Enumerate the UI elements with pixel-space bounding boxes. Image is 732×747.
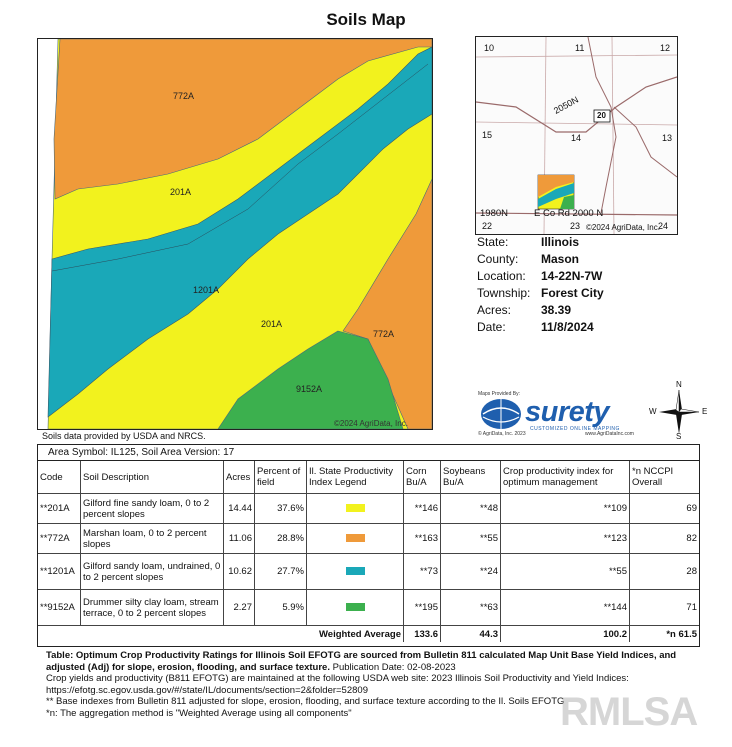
section-number: 24 [658, 221, 669, 231]
globe-icon [479, 397, 523, 431]
legend-swatch [346, 567, 365, 575]
table-header-row: Code Soil Description Acres Percent of field Il. State Productivity Index Legend Corn Bu/A Soybeans Bu/A Crop productivity index for optimum management *n NCCPI Overall [38, 461, 699, 494]
table-notes: Table: Optimum Crop Productivity Ratings for Illinois Soil EFOTG are sourced from Bulletin 811 calculated Map Unit Base Yield Indices, and adjusted (Adj) for slope, erosion, flooding, and surface texture. Publication Date: 02-08-2023 Crop yields and productivity (B811 EFOTG) are maintained at the following USDA web site: 2023 Illinois Soil Productivity and Yield Indices: https://efotg.sc.egov.usda.gov/#/state/IL/documents/section=2&folder=52809 ** Base indexes from Bulletin 811 adjusted for slope, erosion, flooding, and surface texture according to the Il. Soils EFOTG *n: The aggregation method is "Weighted Average using all components" [46, 650, 696, 719]
section-number: 15 [482, 130, 493, 140]
map-label: 201A [170, 187, 192, 197]
efotg-link[interactable]: https://efotg.sc.egov.usda.gov/#/state/IL/documents/section=2&folder=52809 [46, 684, 368, 696]
info-row: Location: 14-22N-7W [477, 269, 603, 283]
legend-swatch [346, 534, 365, 542]
info-row: State: Illinois [477, 235, 580, 249]
info-row: Township: Forest City [477, 286, 604, 300]
map-label: 772A [173, 91, 195, 101]
soils-map [37, 38, 433, 430]
legend-swatch [346, 603, 365, 611]
weighted-average-row: Weighted Average 133.6 44.3 100.2 *n 61.5 [38, 626, 699, 643]
info-row: Acres: 38.39 [477, 303, 572, 317]
property-info [477, 234, 604, 336]
soil-polygons [38, 39, 432, 429]
page-title: Soils Map [326, 10, 406, 29]
route-shield: 20 [597, 111, 606, 120]
watermark: RMLSA [560, 690, 698, 734]
legend-swatch [346, 504, 365, 512]
table-row: **772A Marshan loam, 0 to 2 percent slopes 11.06 28.8% **163 **55 **123 82 [38, 524, 699, 554]
soil-data-table [38, 461, 699, 642]
location-map [475, 36, 678, 235]
source-note: Soils data provided by USDA and NRCS. [42, 431, 206, 441]
map-label: 772A [373, 329, 395, 339]
soil-table [37, 444, 700, 647]
section-number: 10 [484, 43, 495, 53]
surety-brand: surety [525, 396, 610, 428]
section-number: 22 [482, 221, 493, 231]
location-credit: ©2024 AgriData, Inc. [586, 223, 660, 232]
surety-logo: Maps Provided By: surety CUSTOMIZED ONLINE MAPPING © AgriData, Inc. 2023 www.AgriDataInc.com [478, 391, 634, 437]
section-number: 12 [660, 43, 671, 53]
road-label: 1980N [480, 208, 508, 219]
table-caption: Table: Optimum Crop Productivity Ratings for Illinois Soil EFOTG are sourced from Bulletin 811 calculated Map Unit Base Yield Indices, and adjusted (Adj) for slope, erosion, flooding, and surface texture. [46, 650, 677, 673]
section-number: 11 [575, 43, 585, 53]
section-number: 13 [662, 133, 673, 143]
map-label: 1201A [193, 285, 220, 295]
info-row: County: Mason [477, 252, 580, 266]
compass-rose: N S E W [648, 382, 710, 442]
table-row: **201A Gilford fine sandy loam, 0 to 2 percent slopes 14.44 37.6% **146 **48 **109 69 [38, 494, 699, 524]
map-credit: ©2024 AgriData, Inc. [334, 419, 408, 428]
road-label: E Co Rd 2000 N [534, 208, 604, 219]
table-row: **9152A Drummer silty clay loam, stream terrace, 0 to 2 percent slopes 2.27 5.9% **195 **63 **144 71 [38, 590, 699, 626]
map-label: 9152A [296, 384, 323, 394]
section-number: 14 [571, 133, 582, 143]
info-row: Date: 11/8/2024 [477, 320, 594, 334]
area-symbol: Area Symbol: IL125, Soil Area Version: 17 [38, 445, 699, 461]
map-label: 201A [261, 319, 283, 329]
table-row: **1201A Gilford sandy loam, undrained, 0 to 2 percent slopes 10.62 27.7% **73 **24 **55 28 [38, 554, 699, 590]
road-label: 2050N [552, 94, 581, 116]
section-number: 23 [570, 221, 581, 231]
